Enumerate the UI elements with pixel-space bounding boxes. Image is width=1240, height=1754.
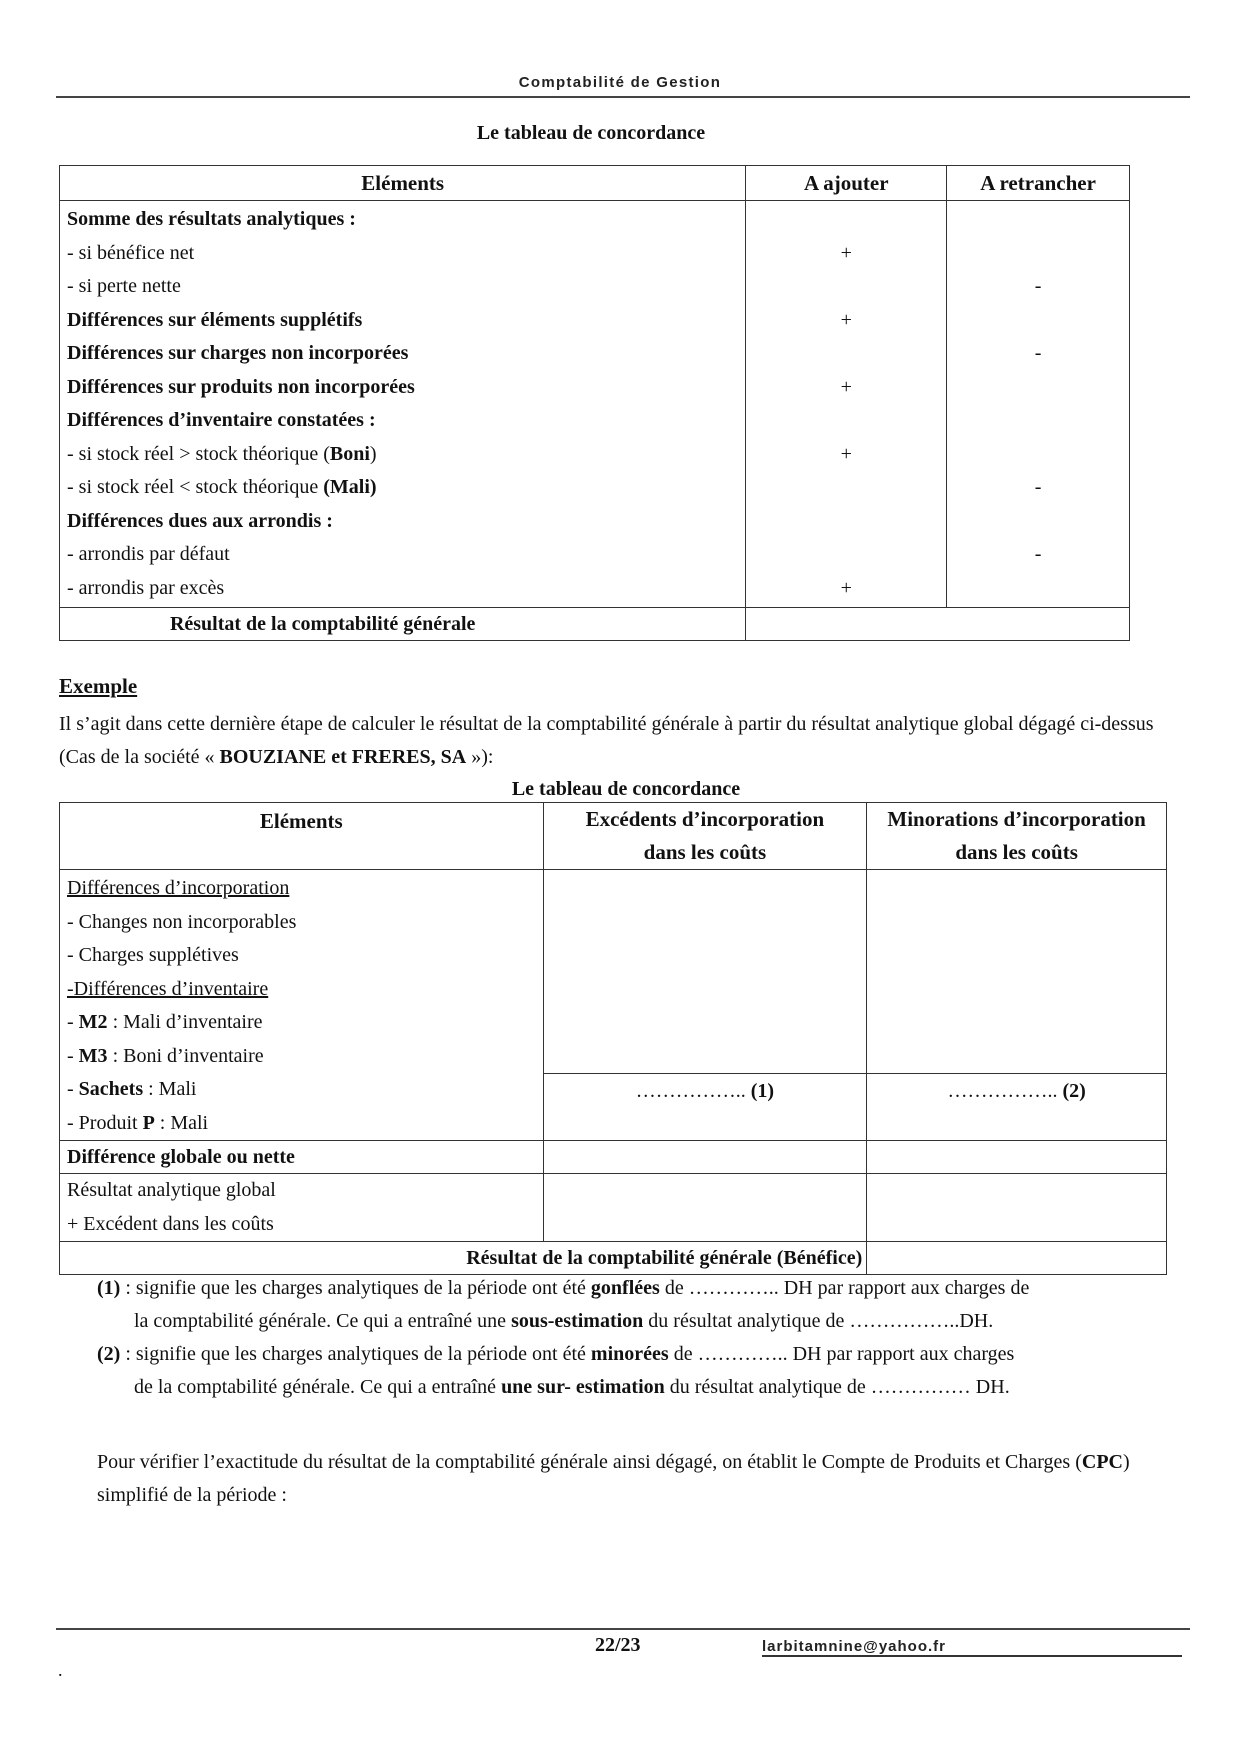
closing-text: Pour vérifier l’exactitude du résultat de la comptabilité générale ainsi dégagé, on établit le Compte de Produits et Charges ( [97, 1451, 1082, 1473]
row-label-bold: (Mali) [323, 476, 377, 498]
add-sign: + [840, 576, 852, 599]
author-email-link[interactable]: larbitamnine@yahoo.fr [762, 1638, 1182, 1657]
excedents-total-cell [543, 1074, 867, 1141]
add-sign: + [840, 375, 852, 398]
company-name: BOUZIANE et FRERES, SA [219, 746, 467, 768]
excedents-detail-cell [543, 870, 867, 1074]
column-header-subtract: A retrancher [947, 166, 1130, 201]
note-text: : signifie que les charges analytiques de la période ont été [120, 1277, 591, 1299]
header-rule [56, 96, 1190, 98]
row-label [60, 438, 745, 472]
subtract-sign: - [1034, 275, 1042, 297]
page-number: 22/23 [595, 1634, 641, 1656]
blank-dots: …………….. [635, 1080, 746, 1102]
add-sign [746, 270, 946, 304]
add-sign [746, 471, 946, 505]
item-bold: Sachets [78, 1078, 144, 1100]
add-sign: + [840, 308, 852, 331]
differences-list-cell [60, 870, 544, 1141]
column-header-minorations [867, 803, 1167, 870]
header-line: Excédents d’incorporation [585, 807, 825, 831]
minorations-total-cell [867, 1074, 1167, 1141]
note-ref: (1) [97, 1277, 121, 1299]
example-paragraph-text: »): [466, 746, 494, 768]
total-value-cell [867, 1242, 1167, 1275]
column-header-add: A ajouter [746, 166, 947, 201]
item-text: - [67, 1011, 79, 1033]
add-sign: + [840, 442, 852, 465]
add-sign [746, 505, 946, 539]
subtract-sign [947, 572, 1129, 606]
table1-caption: Le tableau de concordance [476, 122, 706, 144]
item-text: - [67, 1078, 79, 1100]
header-line: dans les coûts [955, 840, 1078, 864]
subtract-sign [947, 404, 1129, 438]
note-2 [97, 1338, 1014, 1404]
note-1 [97, 1272, 1029, 1338]
result-minorations-cell [867, 1174, 1167, 1242]
note-text: la comptabilité générale. Ce qui a entraîné une [134, 1310, 512, 1332]
row-label [60, 471, 745, 505]
item-bold: P [142, 1111, 155, 1134]
row-label: - arrondis par excès [67, 576, 225, 599]
elements-cell [60, 201, 746, 608]
closing-paragraph [97, 1446, 1157, 1512]
item-label [60, 1040, 543, 1074]
example-heading: Exemple [59, 674, 138, 698]
column-header-elements: Eléments [60, 803, 544, 870]
add-column-cell [746, 201, 947, 608]
note-bold: sous-estimation [511, 1310, 644, 1332]
note-bold: gonflées [590, 1277, 660, 1299]
note-bold: une sur- estimation [501, 1376, 665, 1398]
subtract-sign: - [1034, 543, 1042, 565]
subtract-sign [947, 237, 1129, 271]
note-text: du résultat analytique de ……………..DH. [643, 1310, 994, 1332]
item-bold: M2 [78, 1011, 108, 1033]
closing-bold: CPC [1081, 1451, 1123, 1473]
note-bold: minorées [590, 1343, 669, 1365]
global-difference-label: Différence globale ou nette [60, 1141, 544, 1174]
row-label-text: - si stock réel < stock théorique [67, 476, 324, 498]
item-label: -Différences d’inventaire [67, 977, 269, 1000]
column-header-excedents [543, 803, 867, 870]
global-difference-excedents [543, 1141, 867, 1174]
row-label: Différences sur charges non incorporées [67, 342, 409, 364]
example-paragraph [59, 708, 1189, 774]
example-paragraph-text: Il s’agit dans cette dernière étape de calculer le résultat de la comptabilité générale à partir du résultat analytique global dégagé ci-dessus (Cas de la société « [59, 713, 1154, 768]
row-label: Différences sur éléments supplétifs [67, 308, 363, 331]
row-label: Différences sur produits non incorporées [67, 375, 415, 398]
closing-text: ) simplifié de la période : [97, 1451, 1130, 1506]
document-header-title: Comptabilité de Gestion [518, 74, 722, 91]
subtract-sign [947, 438, 1129, 472]
footer-rule [56, 1628, 1190, 1630]
total-label: Résultat de la comptabilité générale [60, 608, 746, 641]
row-label-bold: Boni [329, 442, 370, 465]
row-label: - si bénéfice net [67, 241, 195, 264]
item-text: - Produit [67, 1111, 143, 1134]
reference-mark-1: (1) [750, 1080, 775, 1102]
item-label: Différences d’incorporation [67, 877, 290, 899]
note-text: du résultat analytique de …………… DH. [664, 1376, 1010, 1398]
note-text: de ………….. DH par rapport aux charges de [659, 1277, 1030, 1299]
result-excedents-cell [543, 1174, 867, 1242]
row-label: Différences dues aux arrondis : [67, 509, 333, 532]
header-line: Minorations d’incorporation [887, 807, 1146, 831]
item-label: - Charges supplétives [67, 944, 239, 966]
add-sign [746, 538, 946, 572]
minorations-detail-cell [867, 870, 1167, 1074]
total-value-cell [746, 608, 1130, 641]
subtract-sign [947, 505, 1129, 539]
row-label: - arrondis par défaut [67, 543, 230, 565]
item-label: - Changes non incorporables [67, 910, 297, 933]
total-label: Résultat de la comptabilité générale (Bénéfice) [60, 1242, 867, 1275]
subtract-sign: - [1034, 476, 1042, 498]
subtract-sign [947, 203, 1129, 237]
header-line: dans les coûts [643, 840, 767, 864]
note-line [97, 1305, 1029, 1338]
item-label [60, 1073, 543, 1107]
reference-mark-2: (2) [1062, 1080, 1086, 1102]
column-header-elements: Eléments [60, 166, 746, 201]
result-line: Résultat analytique global [67, 1179, 276, 1201]
concordance-table-example [59, 802, 1167, 1275]
concordance-table-general [59, 165, 1130, 641]
row-label-text: - si stock réel > stock théorique ( [67, 442, 330, 465]
subtract-sign [947, 371, 1129, 405]
item-text: : Mali [154, 1111, 209, 1134]
subtract-sign: - [1034, 342, 1042, 364]
note-text: : signifie que les charges analytiques de la période ont été [120, 1343, 591, 1365]
row-label: - si perte nette [67, 275, 181, 297]
item-text: : Boni d’inventaire [107, 1044, 264, 1067]
note-line [97, 1371, 1014, 1404]
note-text: de ………….. DH par rapport aux charges [668, 1343, 1015, 1365]
row-label: Somme des résultats analytiques : [67, 208, 356, 230]
result-line: + Excédent dans les coûts [67, 1212, 274, 1235]
item-text: : Mali [143, 1078, 197, 1100]
note-line [97, 1272, 1029, 1305]
subtract-sign [947, 304, 1129, 338]
item-label [60, 1006, 543, 1040]
note-ref: (2) [97, 1343, 121, 1365]
note-text: de la comptabilité générale. Ce qui a entraîné [134, 1376, 502, 1398]
subtract-column-cell [947, 201, 1130, 608]
item-bold: M3 [78, 1044, 108, 1067]
item-text: : Mali d’inventaire [107, 1011, 263, 1033]
table2-caption: Le tableau de concordance [511, 778, 741, 800]
global-difference-minorations [867, 1141, 1167, 1174]
row-label: Différences d’inventaire constatées : [67, 409, 376, 431]
row-label-text: ) [369, 442, 377, 465]
add-sign [746, 404, 946, 438]
item-label [60, 1107, 543, 1141]
blank-dots: …………….. [947, 1080, 1058, 1102]
add-sign: + [840, 241, 852, 264]
add-sign [746, 203, 946, 237]
item-text: - [67, 1044, 79, 1067]
stray-mark: . [58, 1660, 63, 1680]
add-sign [746, 337, 946, 371]
result-computation-cell [60, 1174, 544, 1242]
note-line [97, 1338, 1014, 1371]
